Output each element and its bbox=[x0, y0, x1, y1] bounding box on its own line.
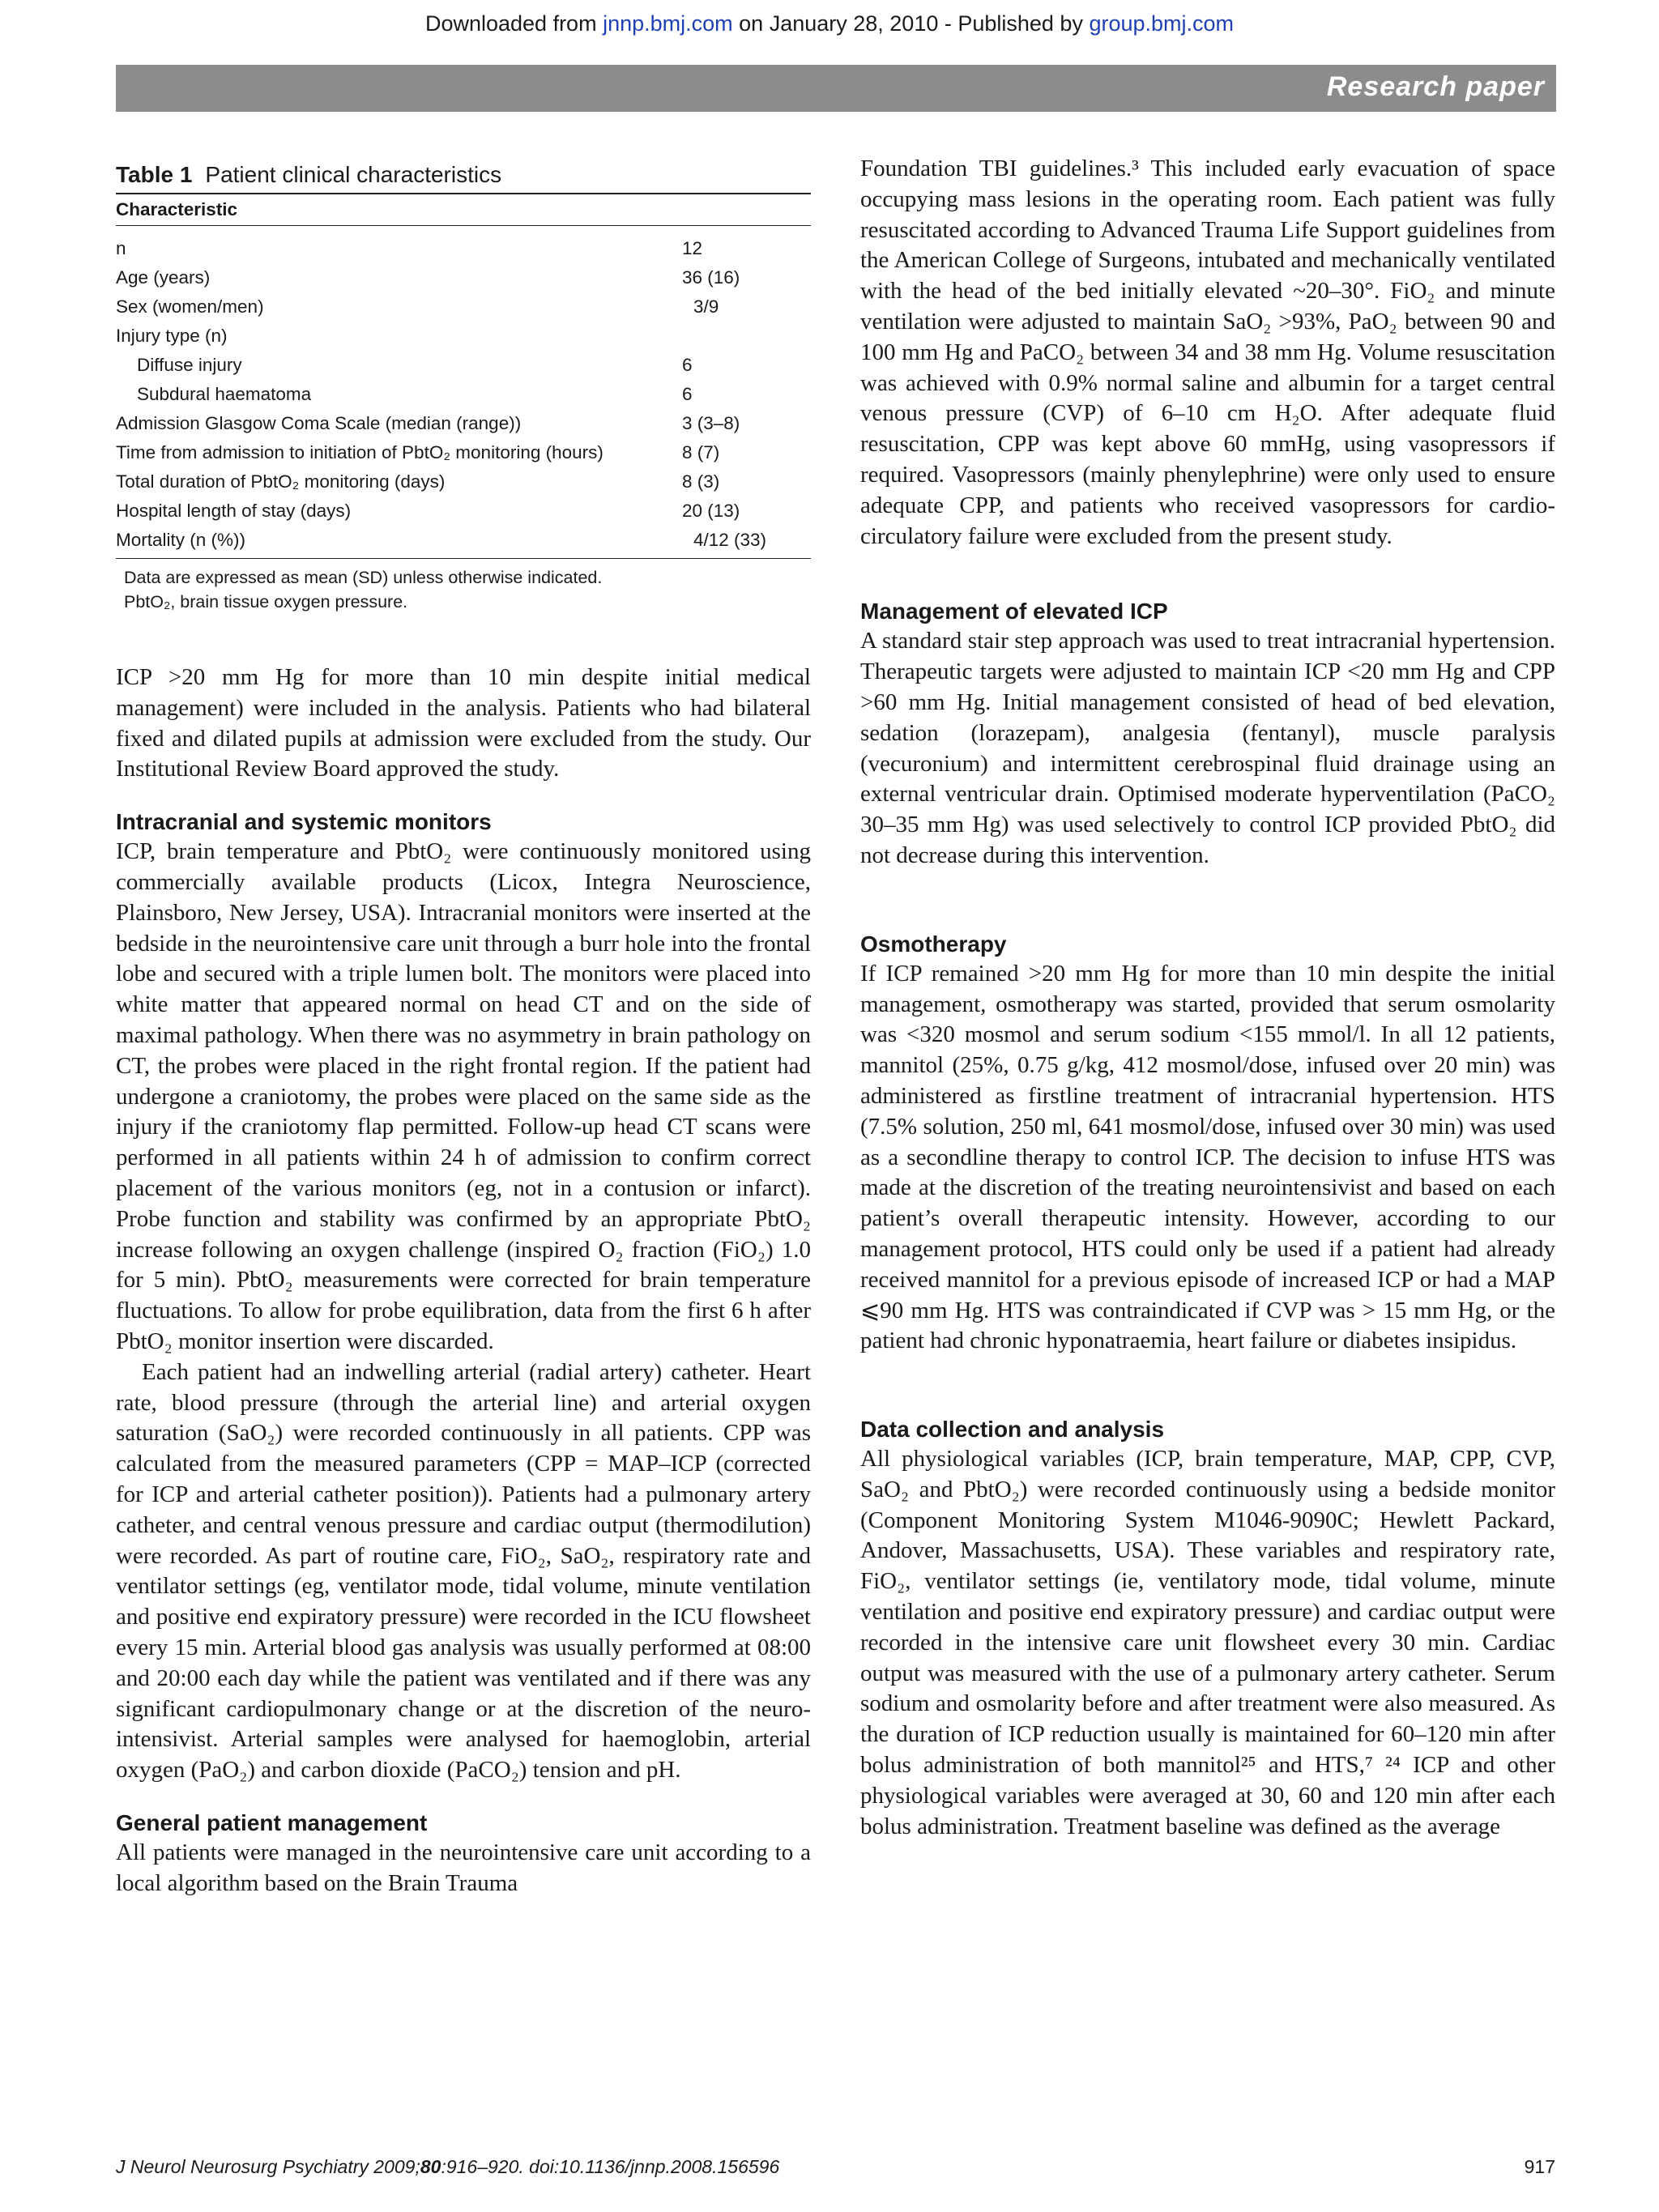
citation-prefix: J Neurol Neurosurg Psychiatry 2009; bbox=[116, 2156, 420, 2177]
table-title: Patient clinical characteristics bbox=[205, 162, 502, 187]
table-row bbox=[116, 497, 811, 526]
download-middle: on January 28, 2010 - Published by bbox=[732, 11, 1090, 36]
heading-elevated-icp: Management of elevated ICP bbox=[860, 599, 1168, 624]
group-link[interactable]: group.bmj.com bbox=[1089, 11, 1235, 36]
row-value: 6 bbox=[682, 355, 693, 375]
table-row bbox=[116, 234, 811, 263]
table-row bbox=[116, 380, 811, 409]
paragraph-foundation: Foundation TBI guidelines.³ This included early evacuation of space occupying mass lesions in the operating room. Each patient was fully resuscitated according to Advanced Trauma Life Support guidelines from the American College of Surgeons, intubated and mechanically ventilated with the head of the bed initially elevated ~20–30°. FiO₂ and minute ventilation were adjusted to maintain SaO₂ >93%, PaO₂ between 90 and 100 mm Hg and PaCO₂ between 34 and 38 mm Hg. Volume resuscitation was achieved with 0.9% normal saline and albumin for a target central venous pressure (CVP) of 6–10 cm H₂O. After adequate fluid resuscitation, CPP was kept above 60 mmHg, using vasopressors if required. Vasopressors (mainly phenylephrine) were only used to ensure adequate CPP, and patients who received vasopressors for cardio-circulatory failure were excluded from the present study. bbox=[860, 156, 1555, 549]
page-number: 917 bbox=[1524, 2156, 1555, 2177]
row-value: 8 (3) bbox=[682, 471, 720, 492]
table-row bbox=[116, 467, 811, 497]
row-label: Admission Glasgow Coma Scale (median (range)) bbox=[116, 413, 522, 433]
row-label: n bbox=[116, 238, 126, 258]
heading-osmotherapy: Osmotherapy bbox=[860, 931, 1007, 957]
paragraph-elevated-icp: A standard stair step approach was used to treat intracranial hypertension. Therapeutic targets were adjusted to maintain ICP <20 mm Hg and CPP >60 mm Hg. Initial management consisted of head of bed elevation, sedation (lorazepam), analgesia (fentanyl), muscle paralysis (vecuronium) and intermittent cerebrospinal fluid drainage using an external ventricular drain. Optimised moderate hyperventilation (PaCO₂ 30–35 mm Hg) was used selectively to control ICP provided PbtO₂ did not decrease during this intervention. bbox=[860, 628, 1555, 868]
row-label: Subdural haematoma bbox=[137, 384, 312, 404]
table-header: Characteristic bbox=[116, 199, 238, 219]
row-value: 20 (13) bbox=[682, 501, 740, 521]
citation-suffix: :916–920. doi:10.1136/jnnp.2008.156596 bbox=[441, 2156, 780, 2177]
row-label: Diffuse injury bbox=[137, 355, 242, 375]
table-note-1: Data are expressed as mean (SD) unless otherwise indicated. bbox=[124, 568, 603, 587]
row-value bbox=[682, 322, 811, 351]
row-value: 4/12 (33) bbox=[693, 530, 767, 550]
row-value: 12 bbox=[682, 238, 703, 258]
row-value: 36 (16) bbox=[682, 267, 740, 288]
jnnp-link[interactable]: jnnp.bmj.com bbox=[603, 11, 733, 36]
table-caption bbox=[116, 160, 811, 190]
banner-label: Research paper bbox=[1326, 71, 1545, 102]
row-label: Hospital length of stay (days) bbox=[116, 501, 352, 521]
row-value: 8 (7) bbox=[682, 442, 720, 462]
left-body bbox=[116, 663, 811, 1899]
footer-citation bbox=[116, 2156, 779, 2178]
heading-general-management: General patient management bbox=[116, 1809, 428, 1835]
heading-data-collection: Data collection and analysis bbox=[860, 1417, 1165, 1443]
table-notes bbox=[116, 559, 811, 614]
row-label: Injury type (n) bbox=[116, 326, 228, 346]
paragraph-data-collection: All physiological variables (ICP, brain temperature, MAP, CPP, CVP, SaO₂ and PbtO₂) were recorded continuously using a bedside monitor (Component Monitoring System M1046-9090C; Hewlett Packard, Andover, Massachusetts, USA). These variables and respiratory rate, FiO₂, ventilator settings (ie, ventilatory mode, tidal volume, minute ventilation and positive end expiratory pressure) and cardiac output were recorded in the intensive care unit flowsheet every 30 min. Cardiac output was measured with the use of a pulmonary artery catheter. Serum sodium and osmolarity before and after treatment were also measured. As the duration of ICP reduction usually is maintained for 60–120 min after bolus administration of both mannitol²⁵ and HTS,⁷ ²⁴ ICP and other physiological variables were averaged at 30, 60 and 120 min after each bolus administration. Treatment baseline was defined as the average bbox=[860, 1446, 1555, 1839]
table-row bbox=[116, 526, 811, 555]
paragraph-general-management: All patients were managed in the neurointensive care unit according to a local algorithm based on the Brain Trauma bbox=[116, 1839, 811, 1896]
table-row bbox=[116, 292, 811, 322]
row-label: Age (years) bbox=[116, 267, 211, 288]
row-value: 3/9 bbox=[693, 296, 719, 317]
section-banner bbox=[116, 65, 1556, 112]
row-label: Mortality (n (%)) bbox=[116, 530, 246, 550]
row-value: 6 bbox=[682, 384, 693, 404]
row-label: Total duration of PbtO₂ monitoring (days) bbox=[116, 471, 446, 492]
paragraph-osmotherapy: If ICP remained >20 mm Hg for more than 10 min despite the initial management, osmotherapy was started, provided that serum osmolarity was <320 mosmol and serum sodium <155 mmol/l. In all 12 patients, mannitol (25%, 0.75 g/kg, 412 mosmol/dose, infused over 20 min) was administered as firstline treatment of intracranial hypertension. HTS (7.5% solution, 250 ml, 641 mosmol/dose, infused over 30 min) was used as a secondline therapy to control ICP. The decision to infuse HTS was made at the discretion of the treating neurointensivist and based on each patient’s overall therapeutic intensity. However, according to our management protocol, HTS could only be used if a patient had already received mannitol for a previous episode of increased ICP or had a MAP ⩽90 mm Hg. HTS was contraindicated if CVP was > 15 mm Hg, or the patient had chronic hyponatraemia, heart failure or diabetes insipidus. bbox=[860, 960, 1555, 1354]
download-prefix: Downloaded from bbox=[424, 11, 603, 36]
row-label: Time from admission to initiation of PbtO₂ monitoring (hours) bbox=[116, 442, 603, 462]
paragraph-intro: ICP >20 mm Hg for more than 10 min despite initial medical management) were included in the analysis. Patients who had bilateral fixed and dilated pupils at admission were excluded from the study. Our Institutional Review Board approved the study. bbox=[116, 664, 811, 782]
table-row bbox=[116, 322, 811, 351]
row-value: 3 (3–8) bbox=[682, 413, 740, 433]
right-body bbox=[860, 154, 1555, 1842]
download-line bbox=[0, 11, 1659, 36]
paragraph-monitors-2: Each patient had an indwelling arterial (radial artery) catheter. Heart rate, blood pressure (through the arterial line) and arterial oxygen saturation (SaO₂) were recorded continuously in all patients. CPP was calculated from the measured parameters (CPP = MAP–ICP (corrected for ICP and arterial catheter position)). Patients had a pulmonary artery catheter, and central venous pressure and cardiac output (thermodilution) were recorded. As part of routine care, FiO₂, SaO₂, respiratory rate and ventilator settings (eg, ventilator mode, tidal volume, minute ventilation and positive end expiratory pressure) were recorded in the ICU flowsheet every 15 min. Arterial blood gas analysis was usually performed at 08:00 and 20:00 each day while the patient was ventilated and if there was any significant cardiopulmonary change or at the discretion of the neuro-intensivist. Arterial samples were analysed for haemoglobin, arterial oxygen (PaO₂) and carbon dioxide (PaCO₂) tension and pH. bbox=[116, 1358, 811, 1784]
table-row bbox=[116, 438, 811, 467]
table-row bbox=[116, 263, 811, 292]
table-row bbox=[116, 351, 811, 380]
row-label: Sex (women/men) bbox=[116, 296, 264, 317]
table-1 bbox=[116, 160, 811, 614]
characteristics-table bbox=[116, 234, 811, 555]
table-note-2: PbtO₂, brain tissue oxygen pressure. bbox=[124, 592, 408, 612]
table-label: Table 1 bbox=[116, 162, 193, 187]
citation-volume: 80 bbox=[420, 2156, 441, 2177]
table-row bbox=[116, 409, 811, 438]
paragraph-monitors-1: ICP, brain temperature and PbtO₂ were continuously monitored using commercially available products (Licox, Integra Neuroscience, Plainsboro, New Jersey, USA). Intracranial monitors were inserted at the bedside in the neurointensive care unit through a burr hole into the frontal lobe and secured with a triple lumen bolt. The monitors were placed into white matter that appeared normal on head CT and on the side of maximal pathology. When there was no asymmetry in brain pathology on CT, the probes were placed in the right frontal region. If the patient had undergone a craniotomy, the probes were placed on the same side as the injury if the craniotomy flap permitted. Follow-up head CT scans were performed in all patients within 24 h of admission to confirm correct placement of the various monitors (eg, not in a contusion or infarct). Probe function and stability was confirmed by an appropriate PbtO₂ increase following an oxygen challenge (inspired O₂ fraction (FiO₂) 1.0 for 5 min). PbtO₂ measurements were corrected for brain temperature fluctuations. To allow for probe equilibration, data from the first 6 h after PbtO₂ monitor insertion were discarded. bbox=[116, 838, 811, 1354]
heading-monitors: Intracranial and systemic monitors bbox=[116, 809, 492, 835]
